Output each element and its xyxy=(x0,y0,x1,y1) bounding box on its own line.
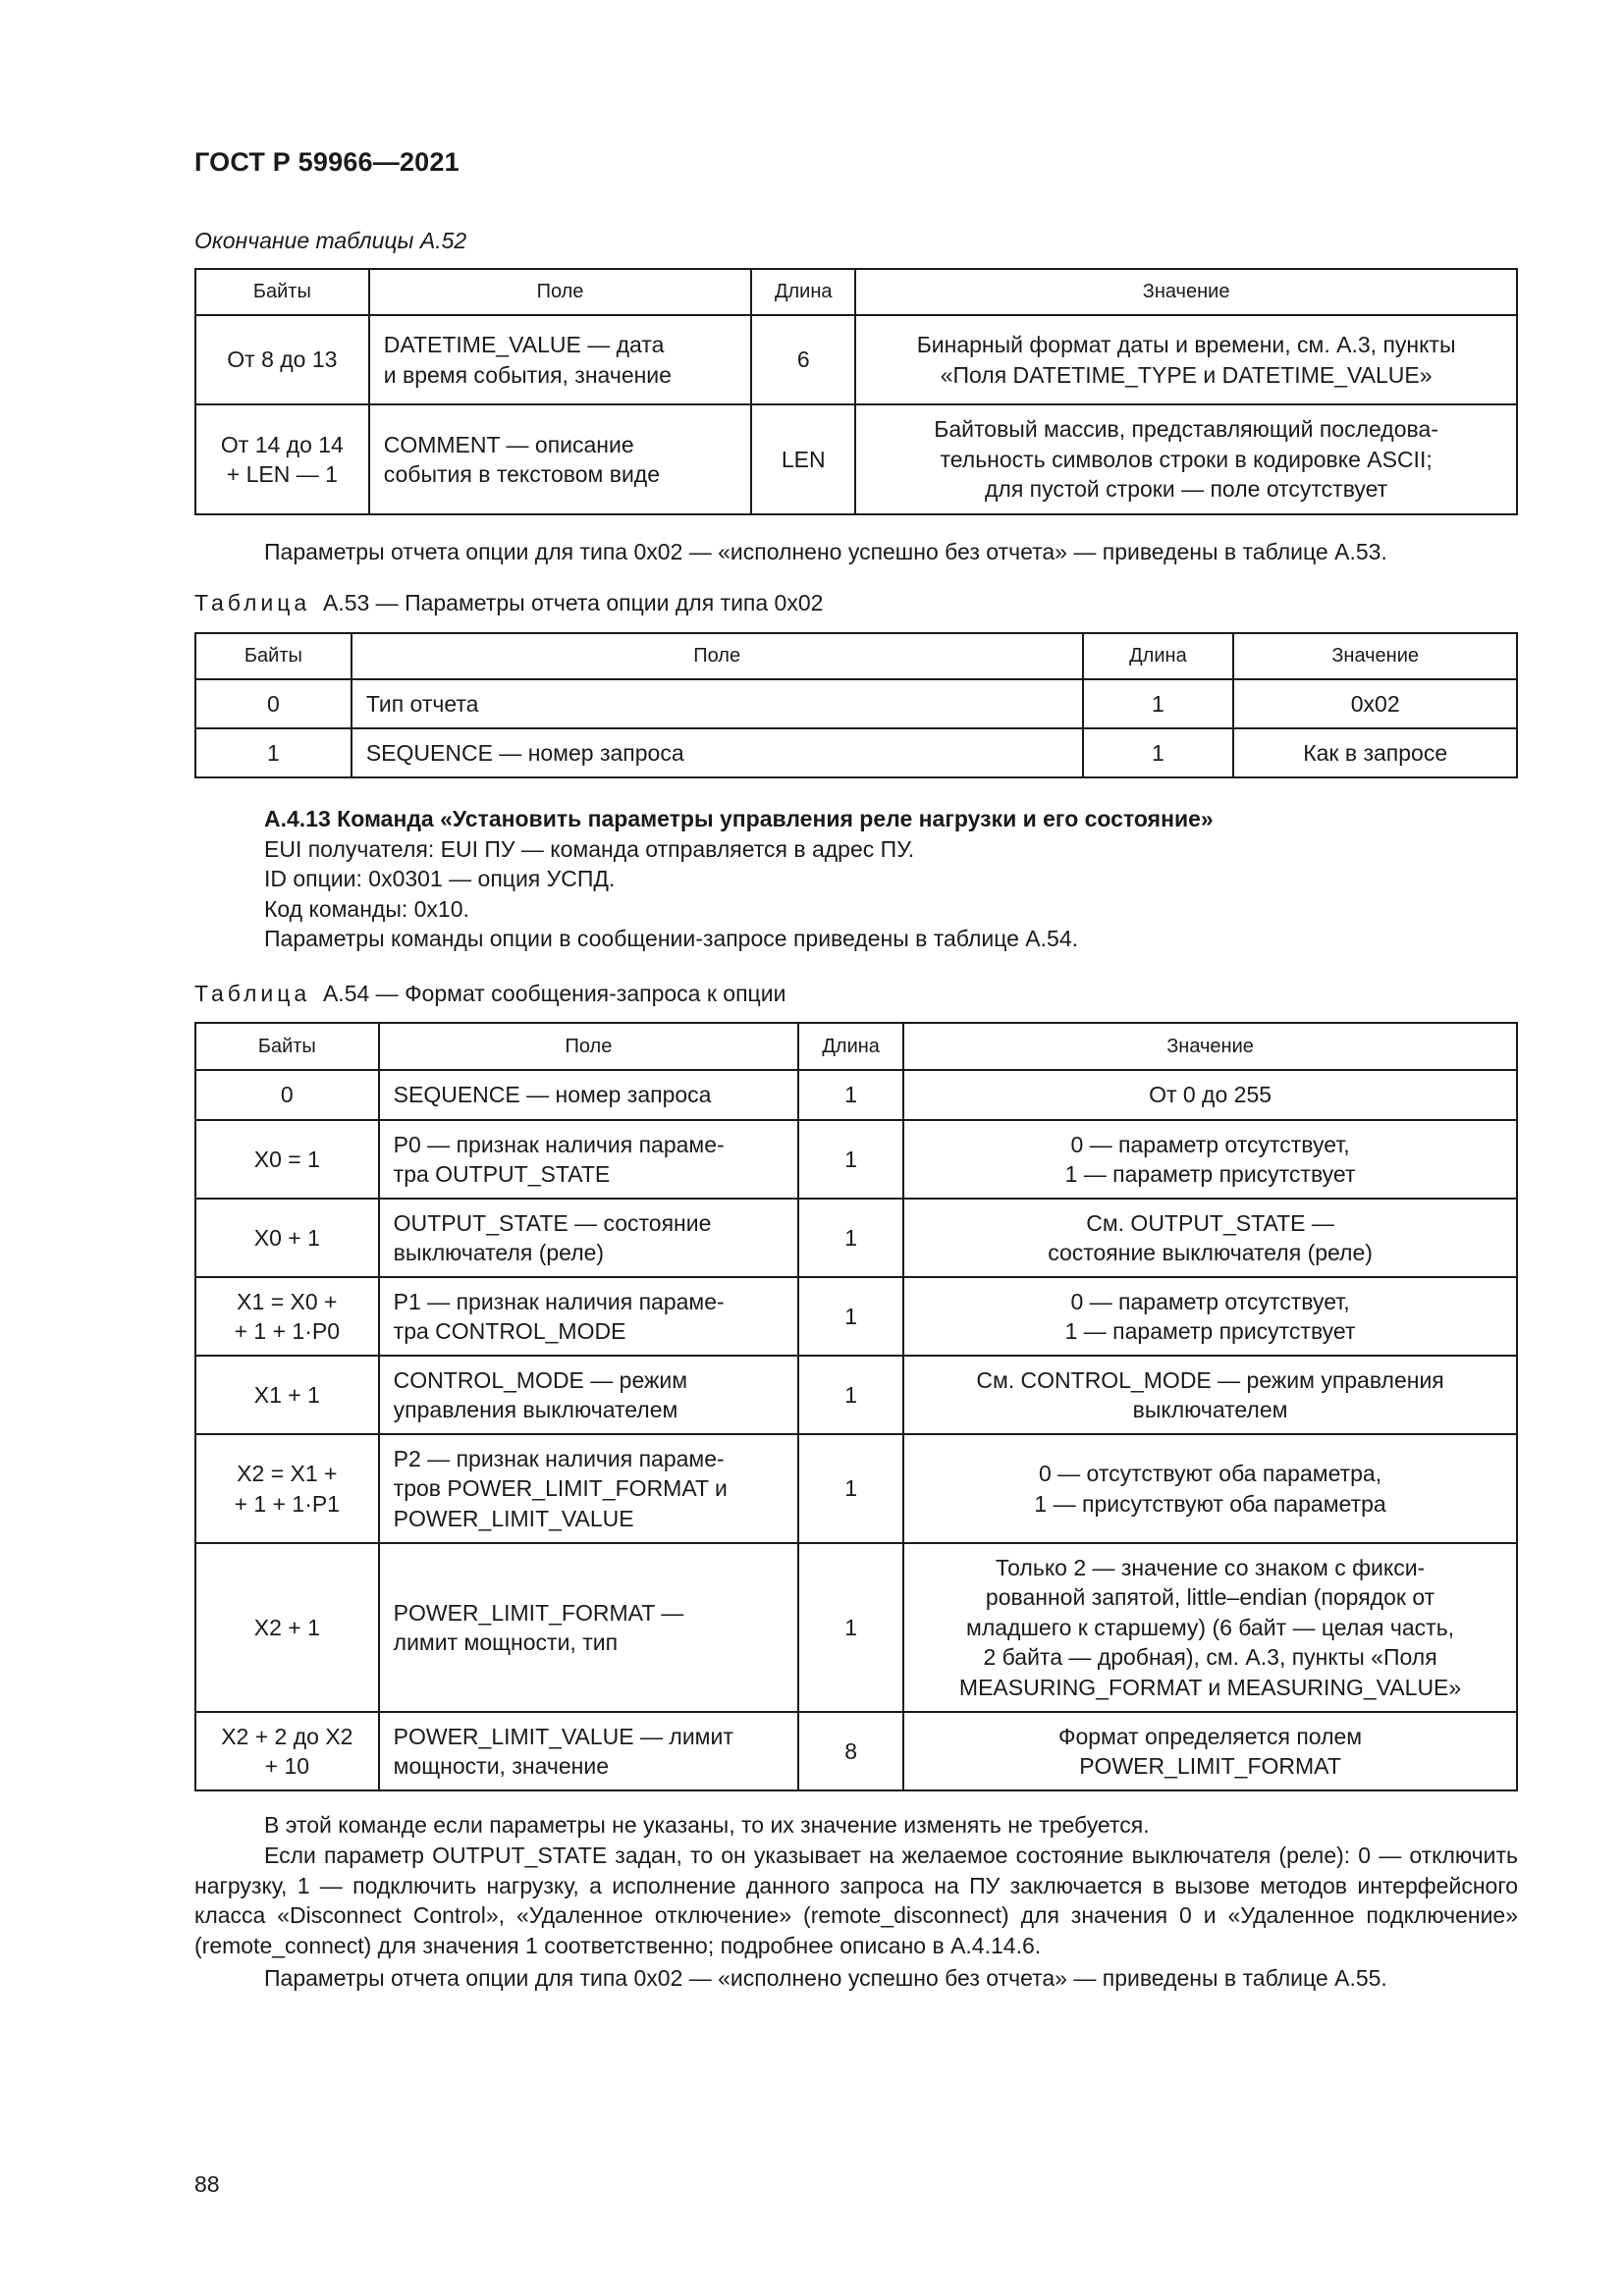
bytes-cell: От 8 до 13 xyxy=(195,315,369,404)
length-cell: 1 xyxy=(798,1356,903,1434)
length-cell: 1 xyxy=(798,1434,903,1543)
section-heading: А.4.13 Команда «Установить параметры управления реле нагрузки и его состояние» xyxy=(264,806,1214,831)
table-header-row xyxy=(195,633,1517,679)
table-row xyxy=(195,404,1517,514)
field-cell: P0 — признак наличия параме- тра OUTPUT_STATE xyxy=(379,1120,799,1199)
column-header: Длина xyxy=(798,1023,903,1070)
length-cell: 1 xyxy=(798,1277,903,1356)
table-header-row xyxy=(195,269,1517,315)
column-header: Байты xyxy=(195,633,352,679)
table-row xyxy=(195,1120,1517,1199)
value-cell: Только 2 — значение со знаком с фикси- рованной запятой, little–endian (порядок от младшего к старшему) (6 байт — целая часть, 2 байта — дробная), см. А.3, пункты «Поля MEASURING_FORMAT и MEASURING_VALUE» xyxy=(903,1543,1517,1712)
bytes-cell: 1 xyxy=(195,728,352,777)
field-cell: Тип отчета xyxy=(352,679,1083,728)
length-cell: 1 xyxy=(798,1199,903,1277)
length-cell: 1 xyxy=(798,1543,903,1712)
table-a54-caption: Таблица А.54 — Формат сообщения-запроса к опции xyxy=(194,981,786,1006)
bytes-cell: 0 xyxy=(195,679,352,728)
field-cell: POWER_LIMIT_FORMAT — лимит мощности, тип xyxy=(379,1543,799,1712)
table-row xyxy=(195,1277,1517,1356)
section-line: Параметры команды опции в сообщении-запросе приведены в таблице А.54. xyxy=(264,926,1079,951)
column-header: Длина xyxy=(751,269,855,315)
bytes-cell: X1 + 1 xyxy=(195,1356,379,1434)
field-cell: P1 — признак наличия параме- тра CONTROL_MODE xyxy=(379,1277,799,1356)
bytes-cell: X0 + 1 xyxy=(195,1199,379,1277)
bytes-cell: X2 + 2 до X2 + 10 xyxy=(195,1712,379,1790)
bytes-cell: 0 xyxy=(195,1070,379,1120)
section-block xyxy=(194,804,1518,954)
value-cell: См. OUTPUT_STATE — состояние выключателя (реле) xyxy=(903,1199,1517,1277)
value-cell: От 0 до 255 xyxy=(903,1070,1517,1120)
section-line: Код команды: 0x10. xyxy=(264,895,469,922)
table-row xyxy=(195,679,1517,728)
value-cell: Формат определяется полем POWER_LIMIT_FORMAT xyxy=(903,1712,1517,1790)
paragraph: В этой команде если параметры не указаны, то их значение изменять не требуется. xyxy=(264,1812,1150,1838)
paragraph: Параметры отчета опции для типа 0x02 — «исполнено успешно без отчета» — приведены в таблице А.53. xyxy=(264,539,1387,564)
table-row xyxy=(195,1434,1517,1543)
section-line: ID опции: 0x0301 — опция УСПД. xyxy=(264,866,616,891)
field-cell: OUTPUT_STATE — состояние выключателя (реле) xyxy=(379,1199,799,1277)
table-row xyxy=(195,1356,1517,1434)
field-cell: CONTROL_MODE — режим управления выключателем xyxy=(379,1356,799,1434)
paragraph: Параметры отчета опции для типа 0x02 — «исполнено успешно без отчета» — приведены в таблице А.55. xyxy=(264,1965,1387,1991)
column-header: Значение xyxy=(903,1023,1517,1070)
column-header: Байты xyxy=(195,1023,379,1070)
column-header: Длина xyxy=(1083,633,1234,679)
field-cell: POWER_LIMIT_VALUE — лимит мощности, значение xyxy=(379,1712,799,1790)
section-line: EUI получателя: EUI ПУ — команда отправляется в адрес ПУ. xyxy=(264,835,915,862)
column-header: Поле xyxy=(379,1023,799,1070)
length-cell: 8 xyxy=(798,1712,903,1790)
bytes-cell: X0 = 1 xyxy=(195,1120,379,1199)
table-row xyxy=(195,1543,1517,1712)
table-a54 xyxy=(194,1022,1518,1791)
field-cell: COMMENT — описание события в текстовом виде xyxy=(369,404,752,514)
bytes-cell: X1 = X0 + + 1 + 1·P0 xyxy=(195,1277,379,1356)
value-cell: 0x02 xyxy=(1233,679,1517,728)
bytes-cell: От 14 до 14 + LEN — 1 xyxy=(195,404,369,514)
table-a53-caption: Таблица А.53 — Параметры отчета опции для типа 0x02 xyxy=(194,590,824,615)
table-a52-caption: Окончание таблицы А.52 xyxy=(194,228,467,253)
value-cell: Бинарный формат даты и времени, см. А.3, пункты «Поля DATETIME_TYPE и DATETIME_VALUE» xyxy=(855,315,1517,404)
page-number: 88 xyxy=(194,2171,220,2197)
table-row xyxy=(195,1070,1517,1120)
value-cell: 0 — отсутствуют оба параметра, 1 — присутствуют оба параметра xyxy=(903,1434,1517,1543)
length-cell: 1 xyxy=(1083,728,1234,777)
table-row xyxy=(195,1199,1517,1277)
field-cell: SEQUENCE — номер запроса xyxy=(379,1070,799,1120)
table-row xyxy=(195,1712,1517,1790)
column-header: Байты xyxy=(195,269,369,315)
table-a52 xyxy=(194,268,1518,515)
column-header: Значение xyxy=(1233,633,1517,679)
value-cell: Как в запросе xyxy=(1233,728,1517,777)
length-cell: 1 xyxy=(798,1070,903,1120)
field-cell: P2 — признак наличия параме- тров POWER_LIMIT_FORMAT и POWER_LIMIT_VALUE xyxy=(379,1434,799,1543)
value-cell: См. CONTROL_MODE — режим управления выключателем xyxy=(903,1356,1517,1434)
value-cell: Байтовый массив, представляющий последова- тельность символов строки в кодировке ASCII; для пустой строки — поле отсутствует xyxy=(855,404,1517,514)
table-row xyxy=(195,728,1517,777)
length-cell: 1 xyxy=(1083,679,1234,728)
length-cell: 6 xyxy=(751,315,855,404)
document-header: ГОСТ Р 59966—2021 xyxy=(194,147,460,177)
field-cell: DATETIME_VALUE — дата и время события, значение xyxy=(369,315,752,404)
bytes-cell: X2 = X1 + + 1 + 1·P1 xyxy=(195,1434,379,1543)
value-cell: 0 — параметр отсутствует, 1 — параметр присутствует xyxy=(903,1120,1517,1199)
paragraph: Если параметр OUTPUT_STATE задан, то он указывает на желаемое состояние выключателя (реле): 0 — отключить нагрузку, 1 — подключить нагрузку, а исполнение данного запроса на ПУ заключается в вызове методов интерфейсного класса «Disconnect Control», «Удаленное отключение» (remote_disconnect) для значения 0 и «Удаленное подключение» (remote_connect) для значения 1 соответственно; подробнее описано в А.4.14.6. xyxy=(194,1842,1518,1958)
table-a53 xyxy=(194,632,1518,778)
table-row xyxy=(195,315,1517,404)
bytes-cell: X2 + 1 xyxy=(195,1543,379,1712)
length-cell: 1 xyxy=(798,1120,903,1199)
value-cell: 0 — параметр отсутствует, 1 — параметр присутствует xyxy=(903,1277,1517,1356)
table-header-row xyxy=(195,1023,1517,1070)
field-cell: SEQUENCE — номер запроса xyxy=(352,728,1083,777)
length-cell: LEN xyxy=(751,404,855,514)
column-header: Поле xyxy=(369,269,752,315)
column-header: Значение xyxy=(855,269,1517,315)
column-header: Поле xyxy=(352,633,1083,679)
